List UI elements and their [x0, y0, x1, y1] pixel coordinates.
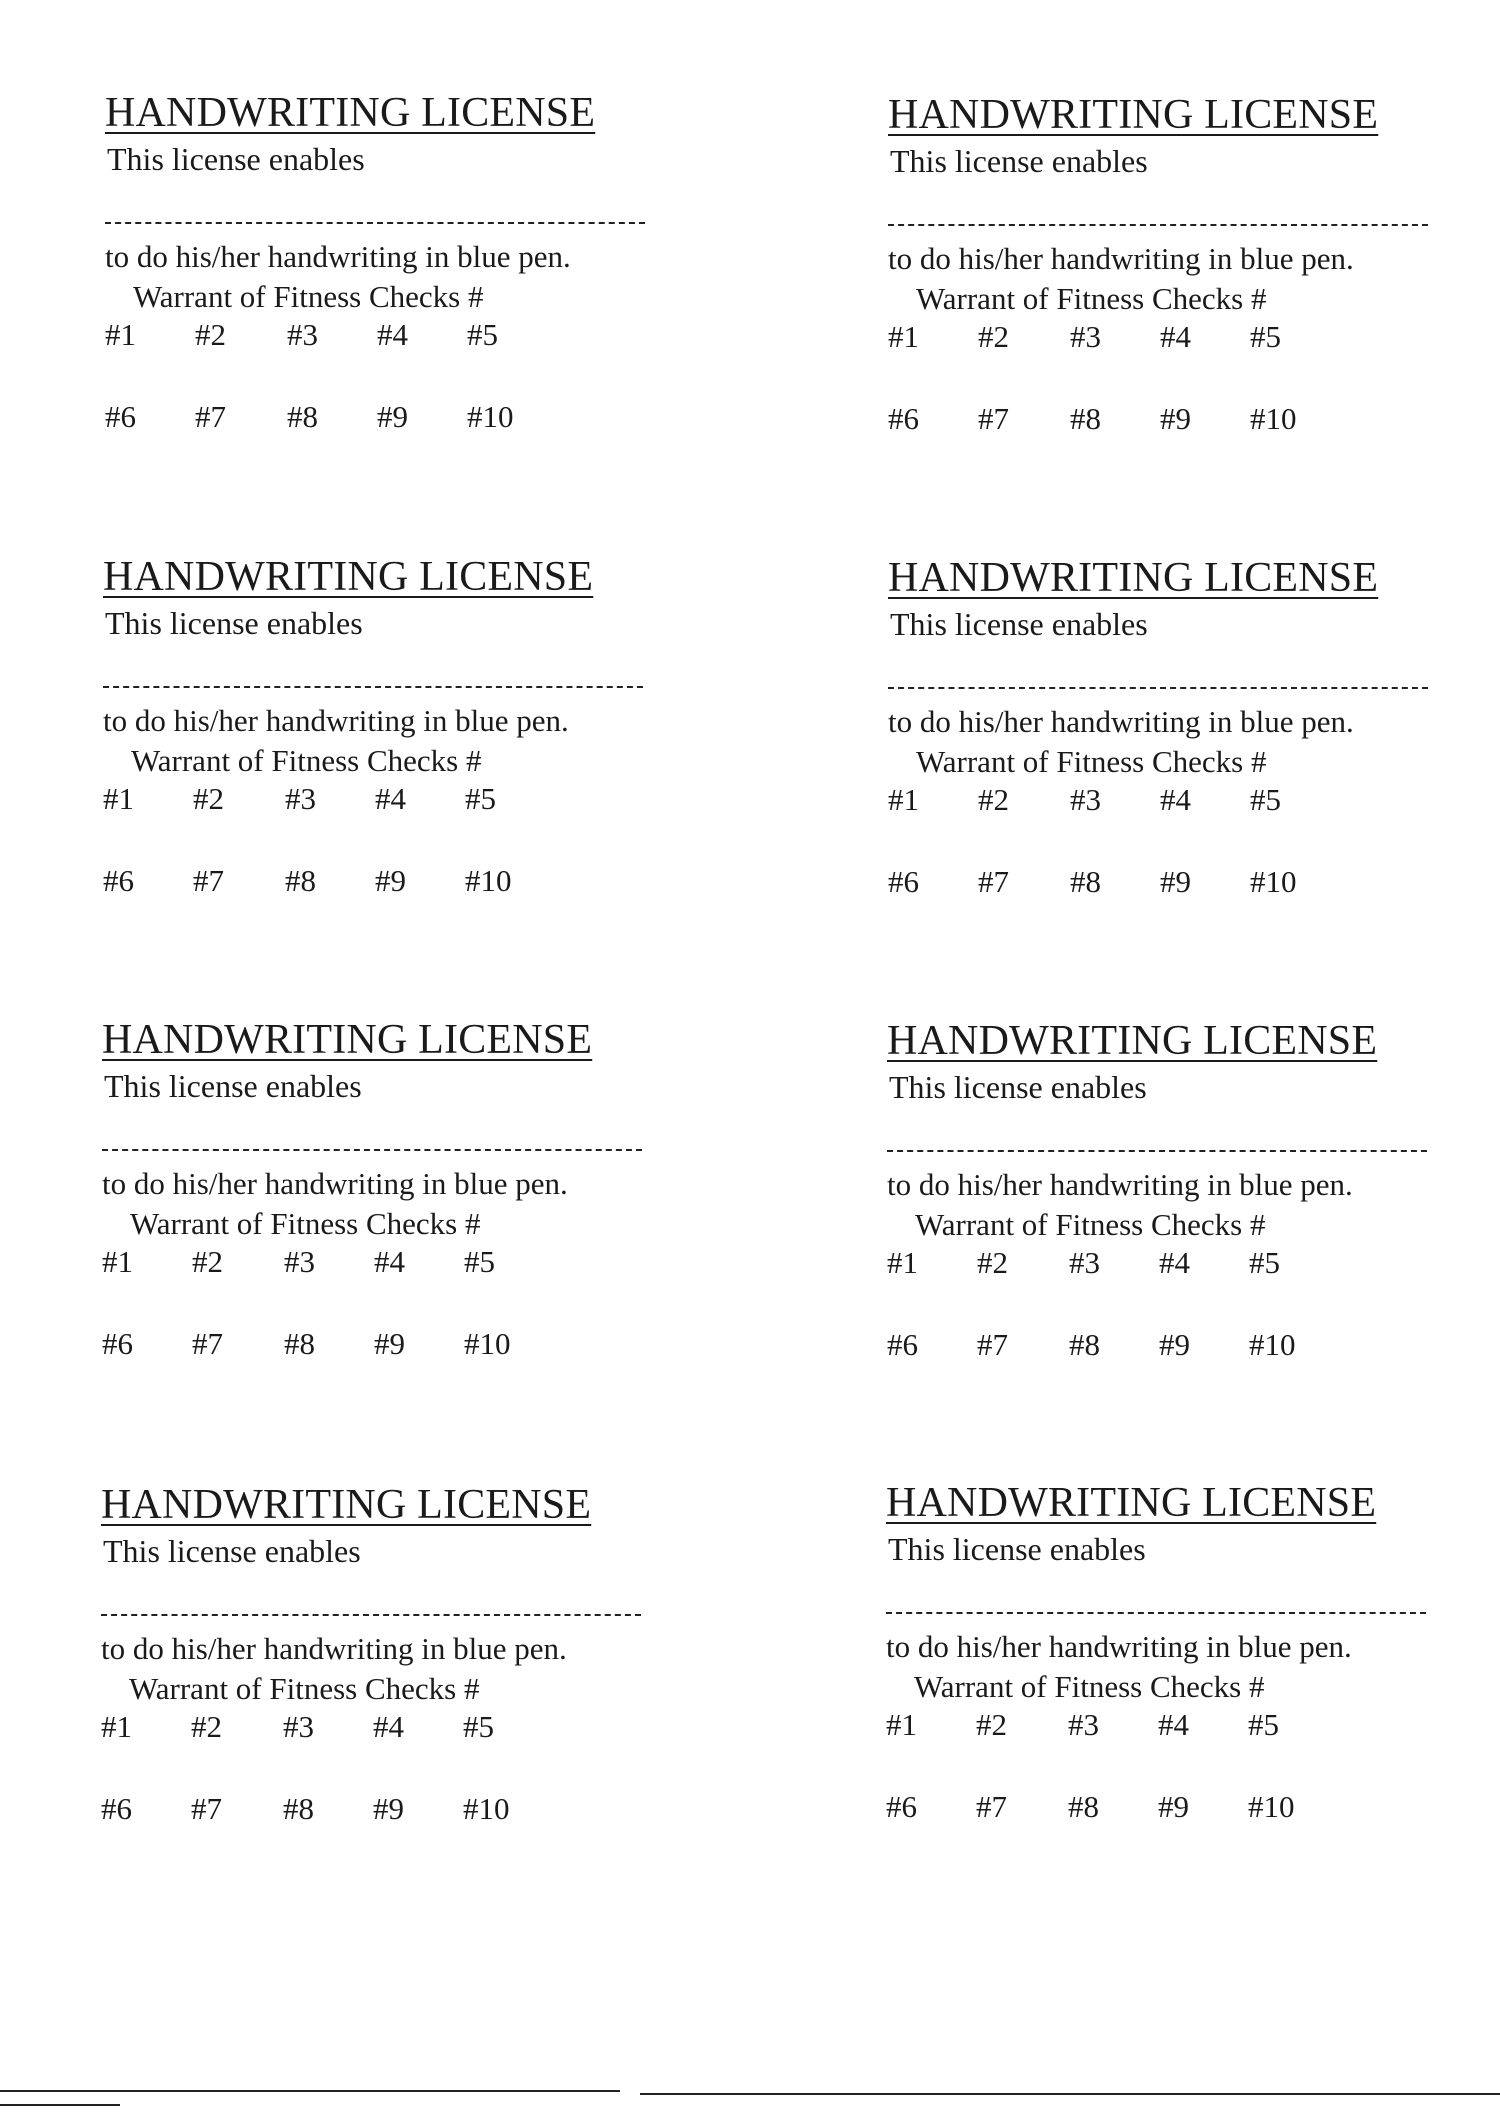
check-number: #1	[888, 319, 919, 354]
check-number: #6	[886, 1789, 917, 1824]
checks-row	[103, 862, 663, 902]
check-number: #2	[978, 782, 1009, 817]
license-title: HANDWRITING LICENSE	[101, 1482, 592, 1528]
license-purpose: to do his/her handwriting in blue pen.	[101, 1631, 567, 1666]
license-title: HANDWRITING LICENSE	[888, 92, 1379, 138]
checks-row	[886, 1706, 1446, 1746]
check-number: #8	[1069, 1327, 1100, 1362]
check-number: #4	[375, 781, 406, 816]
checks-row	[887, 1326, 1447, 1366]
license-subtitle: This license enables	[107, 141, 365, 177]
check-number: #2	[977, 1245, 1008, 1280]
checks-row	[102, 1325, 662, 1365]
license-purpose: to do his/her handwriting in blue pen.	[105, 239, 571, 274]
check-number: #7	[192, 1326, 223, 1361]
license-purpose: to do his/her handwriting in blue pen.	[887, 1167, 1353, 1202]
check-number: #9	[375, 863, 406, 898]
check-number: #6	[101, 1791, 132, 1826]
checks-row	[888, 781, 1448, 821]
warrant-heading: Warrant of Fitness Checks #	[914, 1669, 1265, 1704]
check-number: #3	[1070, 319, 1101, 354]
name-blank-line	[101, 1614, 641, 1616]
check-number: #4	[1158, 1707, 1189, 1742]
license-subtitle: This license enables	[890, 606, 1148, 642]
check-number: #9	[1158, 1789, 1189, 1824]
license-title: HANDWRITING LICENSE	[886, 1480, 1377, 1526]
name-blank-line	[888, 224, 1428, 226]
check-number: #2	[195, 317, 226, 352]
license-card	[886, 1478, 1446, 1898]
check-number: #4	[1160, 782, 1191, 817]
check-number: #5	[465, 781, 496, 816]
license-card	[101, 1480, 661, 1900]
checks-row	[102, 1243, 662, 1283]
license-purpose: to do his/her handwriting in blue pen.	[103, 703, 569, 738]
check-number: #1	[886, 1707, 917, 1742]
license-card	[102, 1015, 662, 1435]
license-card	[888, 90, 1448, 510]
check-number: #6	[103, 863, 134, 898]
check-number: #10	[464, 1326, 511, 1361]
name-blank-line	[103, 686, 643, 688]
cut-line	[0, 2104, 120, 2106]
license-subtitle: This license enables	[890, 143, 1148, 179]
check-number: #7	[978, 864, 1009, 899]
license-subtitle: This license enables	[105, 605, 363, 641]
check-number: #3	[285, 781, 316, 816]
check-number: #10	[1249, 1327, 1296, 1362]
license-subtitle: This license enables	[104, 1068, 362, 1104]
check-number: #1	[887, 1245, 918, 1280]
check-number: #10	[467, 399, 514, 434]
check-number: #7	[195, 399, 226, 434]
check-number: #4	[374, 1244, 405, 1279]
check-number: #4	[373, 1709, 404, 1744]
license-subtitle: This license enables	[103, 1533, 361, 1569]
license-title: HANDWRITING LICENSE	[888, 555, 1379, 601]
check-number: #10	[1250, 864, 1297, 899]
warrant-heading: Warrant of Fitness Checks #	[916, 744, 1267, 779]
check-number: #1	[102, 1244, 133, 1279]
warrant-heading: Warrant of Fitness Checks #	[133, 279, 484, 314]
check-number: #5	[1250, 782, 1281, 817]
checks-row	[888, 318, 1448, 358]
warrant-heading: Warrant of Fitness Checks #	[130, 1206, 481, 1241]
check-number: #1	[105, 317, 136, 352]
check-number: #8	[1068, 1789, 1099, 1824]
license-purpose: to do his/her handwriting in blue pen.	[886, 1629, 1352, 1664]
check-number: #1	[103, 781, 134, 816]
check-number: #5	[463, 1709, 494, 1744]
license-purpose: to do his/her handwriting in blue pen.	[888, 241, 1354, 276]
license-subtitle: This license enables	[888, 1531, 1146, 1567]
check-number: #3	[287, 317, 318, 352]
name-blank-line	[887, 1150, 1427, 1152]
check-number: #8	[285, 863, 316, 898]
license-purpose: to do his/her handwriting in blue pen.	[888, 704, 1354, 739]
check-number: #8	[283, 1791, 314, 1826]
check-number: #5	[1250, 319, 1281, 354]
check-number: #8	[284, 1326, 315, 1361]
license-subtitle: This license enables	[889, 1069, 1147, 1105]
license-card	[103, 552, 663, 972]
check-number: #9	[377, 399, 408, 434]
check-number: #7	[978, 401, 1009, 436]
license-title: HANDWRITING LICENSE	[105, 90, 596, 136]
check-number: #4	[1159, 1245, 1190, 1280]
checks-row	[886, 1788, 1446, 1828]
license-card	[887, 1016, 1447, 1436]
check-number: #10	[1250, 401, 1297, 436]
check-number: #8	[1070, 864, 1101, 899]
license-card	[105, 88, 665, 508]
check-number: #4	[1160, 319, 1191, 354]
check-number: #9	[1159, 1327, 1190, 1362]
check-number: #6	[102, 1326, 133, 1361]
check-number: #2	[976, 1707, 1007, 1742]
check-number: #2	[192, 1244, 223, 1279]
check-number: #1	[101, 1709, 132, 1744]
warrant-heading: Warrant of Fitness Checks #	[916, 281, 1267, 316]
check-number: #3	[1068, 1707, 1099, 1742]
check-number: #6	[888, 401, 919, 436]
check-number: #6	[887, 1327, 918, 1362]
check-number: #3	[1070, 782, 1101, 817]
check-number: #9	[373, 1791, 404, 1826]
check-number: #4	[377, 317, 408, 352]
name-blank-line	[105, 222, 645, 224]
checks-row	[105, 316, 665, 356]
cut-line	[640, 2093, 1500, 2095]
license-title: HANDWRITING LICENSE	[102, 1017, 593, 1063]
name-blank-line	[102, 1149, 642, 1151]
name-blank-line	[886, 1612, 1426, 1614]
checks-row	[101, 1708, 661, 1748]
check-number: #7	[193, 863, 224, 898]
warrant-heading: Warrant of Fitness Checks #	[915, 1207, 1266, 1242]
warrant-heading: Warrant of Fitness Checks #	[131, 743, 482, 778]
check-number: #9	[374, 1326, 405, 1361]
checks-row	[888, 863, 1448, 903]
check-number: #8	[1070, 401, 1101, 436]
check-number: #1	[888, 782, 919, 817]
license-purpose: to do his/her handwriting in blue pen.	[102, 1166, 568, 1201]
check-number: #10	[463, 1791, 510, 1826]
license-title: HANDWRITING LICENSE	[103, 554, 594, 600]
check-number: #6	[888, 864, 919, 899]
check-number: #5	[1249, 1245, 1280, 1280]
check-number: #9	[1160, 864, 1191, 899]
check-number: #3	[1069, 1245, 1100, 1280]
license-title: HANDWRITING LICENSE	[887, 1018, 1378, 1064]
checks-row	[105, 398, 665, 438]
check-number: #10	[465, 863, 512, 898]
check-number: #2	[193, 781, 224, 816]
check-number: #9	[1160, 401, 1191, 436]
checks-row	[101, 1790, 661, 1830]
checks-row	[103, 780, 663, 820]
check-number: #3	[283, 1709, 314, 1744]
checks-row	[887, 1244, 1447, 1284]
check-number: #6	[105, 399, 136, 434]
cut-line	[0, 2090, 620, 2092]
check-number: #3	[284, 1244, 315, 1279]
check-number: #5	[467, 317, 498, 352]
check-number: #7	[976, 1789, 1007, 1824]
check-number: #2	[978, 319, 1009, 354]
check-number: #7	[191, 1791, 222, 1826]
checks-row	[888, 400, 1448, 440]
check-number: #8	[287, 399, 318, 434]
check-number: #5	[1248, 1707, 1279, 1742]
warrant-heading: Warrant of Fitness Checks #	[129, 1671, 480, 1706]
check-number: #7	[977, 1327, 1008, 1362]
check-number: #2	[191, 1709, 222, 1744]
check-number: #10	[1248, 1789, 1295, 1824]
name-blank-line	[888, 687, 1428, 689]
check-number: #5	[464, 1244, 495, 1279]
license-card	[888, 553, 1448, 973]
